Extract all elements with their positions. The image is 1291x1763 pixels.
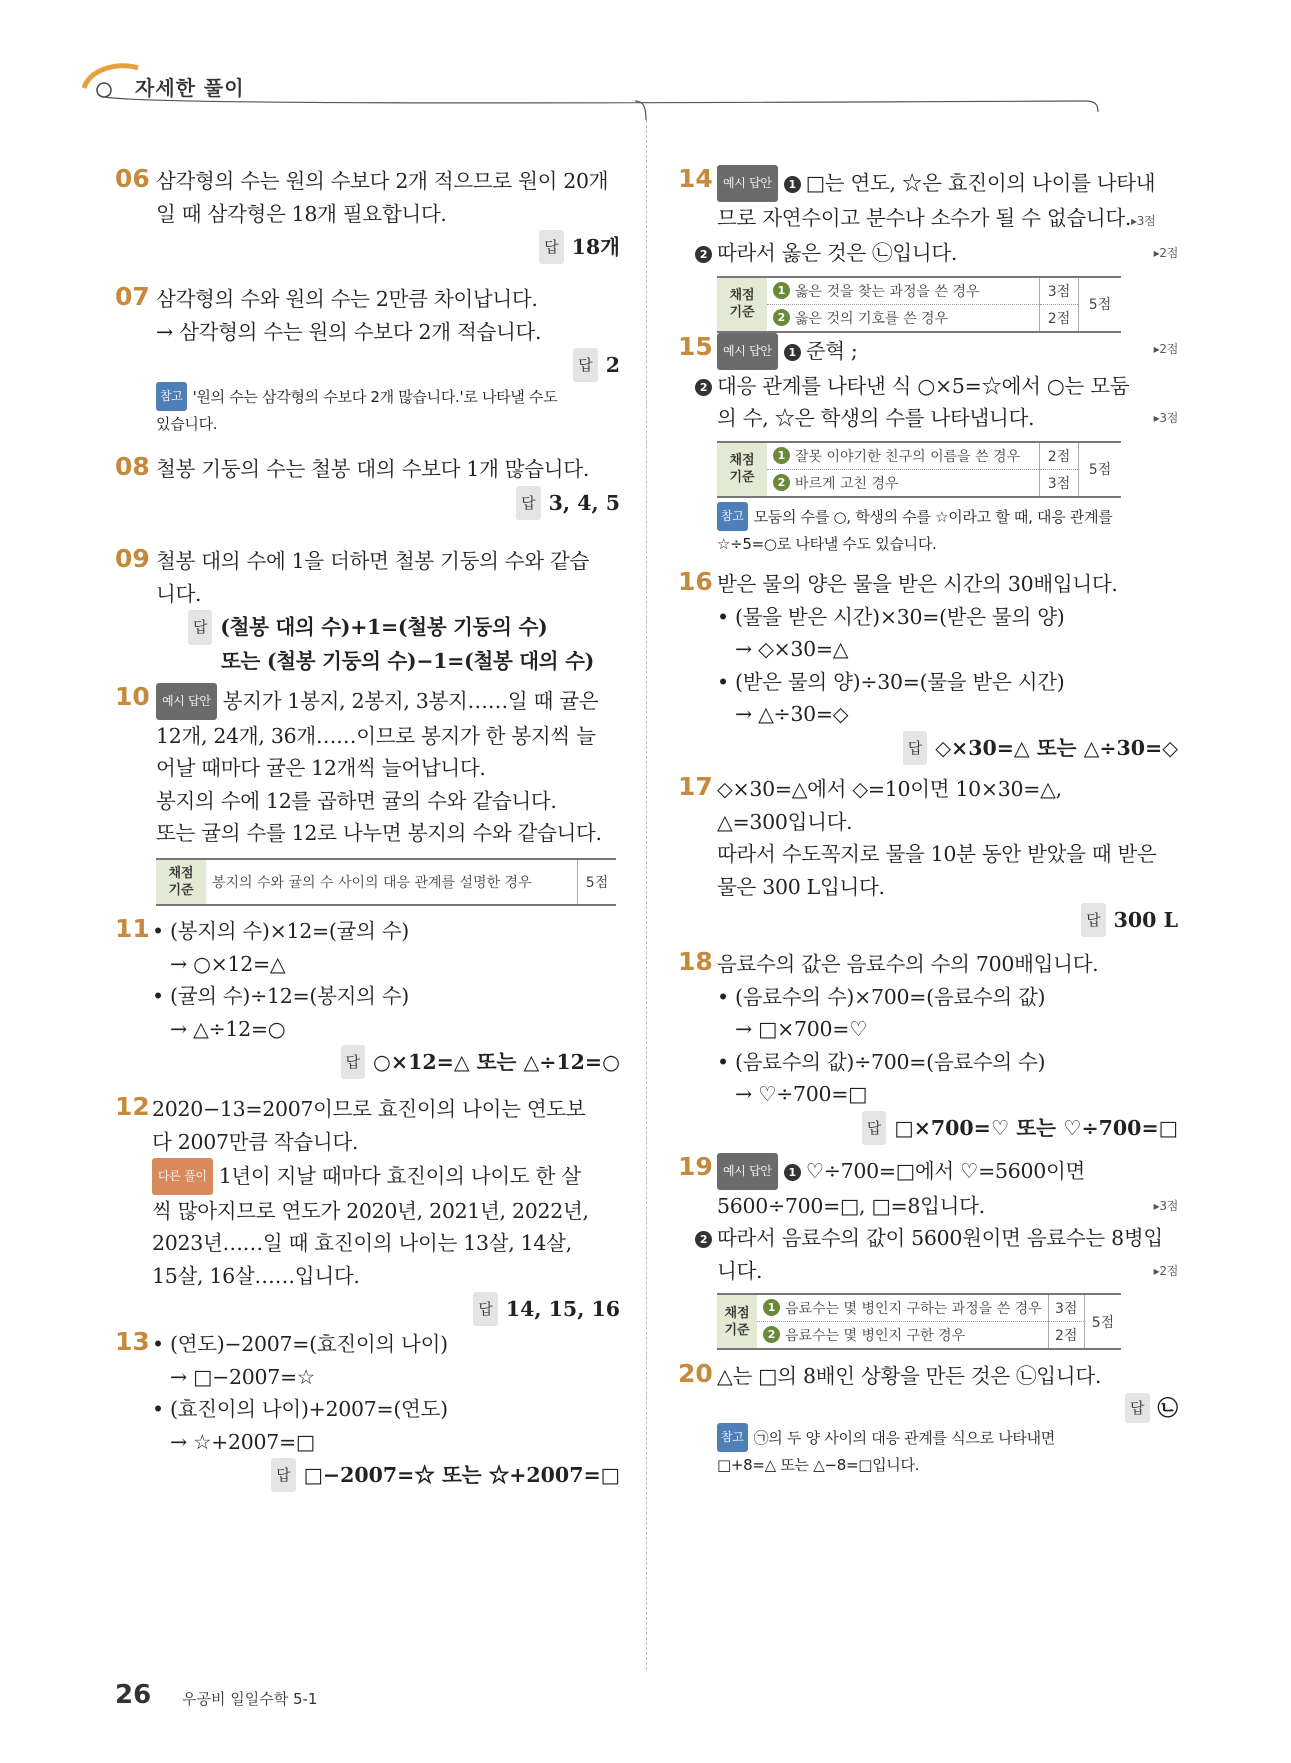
answer-label: 답	[1125, 1393, 1150, 1423]
answer-label: 답	[862, 1111, 887, 1145]
question-body	[717, 568, 1178, 765]
answer	[717, 731, 1178, 765]
answer-value: (철봉 대의 수)+1=(철봉 기둥의 수)	[220, 615, 548, 639]
answer	[152, 1292, 620, 1326]
text-line: • (받은 물의 양)÷30=(물을 받은 시간)	[717, 669, 1065, 694]
answer-value: □×700=♡ 또는 ♡÷700=□	[894, 1115, 1178, 1140]
question-body	[156, 683, 620, 906]
answer	[156, 486, 620, 520]
header-title: 자세한 풀이	[135, 76, 245, 100]
scoring-label	[717, 1294, 757, 1349]
step-2-icon: 2	[695, 1231, 712, 1248]
text-line: → ☆+2007=□	[170, 1429, 315, 1454]
page-number: 26	[115, 1680, 152, 1710]
label-text: 채점	[729, 288, 755, 303]
text: 따라서 옳은 것은 ㉡입니다.	[717, 241, 958, 265]
text: ♡÷700=□에서 ♡=5600이면	[805, 1159, 1085, 1183]
step-1-icon: 1	[763, 1299, 780, 1316]
answer-label: 답	[573, 348, 598, 382]
book-title: 우공비 일일수학 5-1	[182, 1690, 318, 1708]
text-line: • (효진이의 나이)+2007=(연도)	[152, 1397, 448, 1421]
step-1-icon: 1	[784, 1164, 801, 1181]
text: 옳은 것의 기호를 쓴 경우	[795, 310, 949, 327]
label-text: 채점	[168, 865, 194, 881]
note-text: ☆÷5=○로 나타낼 수도 있습니다.	[717, 534, 937, 553]
text-line	[156, 683, 620, 720]
text-line: 봉지의 수에 12를 곱하면 귤의 수와 같습니다.	[156, 788, 557, 813]
note-text: □+8=△ 또는 △−8=□입니다.	[717, 1455, 920, 1474]
label-text: 기준	[724, 1322, 750, 1338]
note	[717, 502, 1178, 531]
note-text: 있습니다.	[156, 415, 218, 433]
question-number: 17	[678, 772, 713, 801]
question-number: 16	[678, 567, 713, 596]
question-body	[156, 453, 620, 520]
text: 잘못 이야기한 친구의 이름을 쓴 경우	[795, 448, 1021, 465]
step-1-icon: 1	[773, 282, 790, 299]
text-line: • (물을 받은 시간)×30=(받은 물의 양)	[717, 604, 1065, 629]
text: 의 수, ☆은 학생의 수를 나타냅니다.	[717, 406, 1035, 430]
text-line: 니다.	[156, 581, 202, 606]
scoring-criterion	[757, 1322, 1048, 1350]
scoring-points: 3점	[1048, 1294, 1084, 1322]
text: 음료수는 몇 병인지 구한 경우	[785, 1328, 966, 1344]
example-tag: 예시 답안	[717, 1153, 778, 1190]
example-tag: 예시 답안	[156, 683, 217, 720]
answer-value: ◇×30=△ 또는 △÷30=◇	[935, 735, 1178, 760]
note-text: 모둠의 수를 ○, 학생의 수를 ☆이라고 할 때, 대응 관계를	[753, 507, 1113, 526]
text-line: → □−2007=☆	[170, 1364, 315, 1389]
text-line	[717, 202, 1178, 238]
answer-label: 답	[903, 731, 928, 765]
question-number: 06	[115, 164, 150, 193]
text-line: → △÷12=○	[170, 1016, 286, 1041]
text-line: • (봉지의 수)×12=(귤의 수)	[152, 919, 409, 943]
text-line: 15살, 16살……입니다.	[152, 1263, 360, 1288]
page-header	[80, 60, 1180, 120]
question-number: 12	[115, 1092, 150, 1121]
question-body	[152, 1093, 620, 1326]
text-line: → □×700=♡	[735, 1017, 868, 1041]
points: ▸3점	[1153, 1198, 1178, 1213]
header-decoration-icon	[80, 60, 1180, 120]
text-line: 2023년……일 때 효진이의 나이는 13살, 14살,	[152, 1231, 572, 1255]
answer-label: 답	[271, 1458, 296, 1492]
note-text: ㉠의 두 양 사이의 대응 관계를 식으로 나타내면	[753, 1428, 1055, 1447]
scoring-criterion	[767, 304, 1040, 332]
scoring-points: 2점	[1040, 442, 1079, 470]
answer-label: 답	[341, 1045, 366, 1079]
text-line: 삼각형의 수와 원의 수는 2만큼 차이납니다.	[156, 287, 538, 311]
step-2-icon: 2	[763, 1326, 780, 1343]
step-2-icon: 2	[695, 379, 712, 396]
answer-label: 답	[188, 610, 212, 645]
note-text: '원의 수는 삼각형의 수보다 2개 많습니다.'로 나타낼 수도	[192, 388, 558, 406]
text-line: • (연도)−2007=(효진이의 나이)	[152, 1332, 448, 1356]
step-2-icon: 2	[773, 474, 790, 491]
answer	[717, 1111, 1178, 1145]
text-line: 따라서 수도꼭지로 물을 10분 동안 받았을 때 받은	[717, 842, 1157, 866]
example-tag: 예시 답안	[717, 333, 778, 370]
text-line: 어날 때마다 귤은 12개씩 늘어납니다.	[156, 756, 486, 780]
text-line: 씩 많아지므로 연도가 2020년, 2021년, 2022년,	[152, 1198, 589, 1223]
step-2-icon: 2	[773, 309, 790, 326]
scoring-label	[717, 442, 767, 497]
label-text: 기준	[168, 882, 194, 898]
text: 1년이 지날 때마다 효진이의 나이도 한 살	[218, 1164, 581, 1188]
text-line: → ◇×30=△	[735, 637, 849, 661]
text: 5600÷700=□, □=8입니다.	[717, 1193, 985, 1218]
scoring-points: 2점	[1048, 1322, 1084, 1350]
text-line: → ○×12=△	[170, 951, 286, 976]
question-number: 19	[678, 1152, 713, 1181]
text-line: → △÷30=◇	[735, 702, 849, 726]
question-number: 14	[678, 164, 713, 193]
note	[717, 1423, 1178, 1452]
answer-value: 또는 (철봉 기둥의 수)−1=(철봉 대의 수)	[221, 648, 595, 673]
answer-value: □−2007=☆ 또는 ☆+2007=□	[303, 1463, 620, 1487]
text-line: ◇×30=△에서 ◇=10이면 10×30=△,	[717, 777, 1062, 801]
answer	[156, 348, 620, 382]
question-body	[717, 773, 1178, 937]
question-number: 08	[115, 452, 150, 481]
scoring-criterion	[757, 1294, 1048, 1322]
answer	[717, 1393, 1178, 1423]
text-line: 또는 귤의 수를 12로 나누면 봉지의 수와 같습니다.	[156, 821, 602, 845]
question-body	[717, 1360, 1178, 1479]
answer	[717, 903, 1178, 937]
text-line	[717, 1190, 1178, 1223]
scoring-criterion	[767, 469, 1040, 497]
answer-value: 300 L	[1113, 908, 1178, 932]
answer	[156, 610, 620, 645]
points: ▸3점	[1153, 411, 1178, 425]
text-line: 다 2007만큼 작습니다.	[152, 1129, 359, 1154]
text-line: 철봉 기둥의 수는 철봉 대의 수보다 1개 많습니다.	[156, 457, 590, 481]
text-line	[717, 1255, 1178, 1288]
scoring-label	[156, 859, 206, 905]
scoring-label	[717, 277, 767, 332]
text-line: 12개, 24개, 36개……이므로 봉지가 한 봉지씩 늘	[156, 723, 596, 748]
question-body	[156, 283, 620, 438]
answer-value: 2	[605, 353, 620, 377]
scoring-points: 3점	[1040, 469, 1079, 497]
text: 음료수는 몇 병인지 구하는 과정을 쓴 경우	[785, 1301, 1042, 1317]
text: 준혁 ;	[805, 339, 858, 363]
label-text: 채점	[724, 1305, 750, 1321]
column-divider	[646, 120, 647, 1670]
scoring-points: 3점	[1040, 277, 1079, 305]
question-number: 15	[678, 332, 713, 361]
text-line: 삼각형의 수는 원의 수보다 2개 적으므로 원이 20개	[156, 169, 609, 193]
scoring-total: 5점	[1079, 277, 1122, 332]
answer-label: 답	[516, 486, 541, 520]
answer-value: 14, 15, 16	[505, 1297, 620, 1321]
text-line	[695, 1222, 1178, 1255]
scoring-table	[717, 276, 1121, 333]
points: ▸2점	[1153, 246, 1178, 260]
question-number: 07	[115, 282, 150, 311]
answer-label: 답	[539, 230, 564, 264]
note-label: 참고	[156, 382, 187, 411]
scoring-criterion	[767, 277, 1040, 305]
text: 바르게 고친 경우	[795, 475, 899, 492]
answer-value: ㉡	[1157, 1395, 1178, 1420]
text-line: 받은 물의 양은 물을 받은 시간의 30배입니다.	[717, 572, 1118, 596]
scoring-criterion	[767, 442, 1040, 470]
question-number: 13	[115, 1327, 150, 1356]
text: 대응 관계를 나타낸 식 ○×5=☆에서 ○는 모둠	[717, 373, 1130, 398]
text-line: • (귤의 수)÷12=(봉지의 수)	[152, 984, 409, 1008]
text: 므로 자연수이고 분수나 소수가 될 수 없습니다.	[717, 205, 1132, 230]
scoring-total: 5점	[1079, 442, 1122, 497]
answer-label: 답	[473, 1292, 498, 1326]
answer-value: ○×12=△ 또는 △÷12=○	[373, 1050, 620, 1074]
scoring-total: 5점	[1084, 1294, 1121, 1349]
text-line	[717, 402, 1178, 435]
text-line: 2020−13=2007이므로 효진이의 나이는 연도보	[152, 1097, 586, 1121]
question-number: 18	[678, 947, 713, 976]
question-body	[156, 545, 620, 677]
scoring-points: 5점	[578, 859, 617, 905]
answer-value: 18개	[571, 235, 620, 259]
label-text: 기준	[729, 470, 755, 485]
note-label: 참고	[717, 502, 748, 531]
text-line: → 삼각형의 수는 원의 수보다 2개 적습니다.	[156, 319, 542, 344]
text-line: → ♡÷700=□	[735, 1082, 868, 1106]
text: 따라서 음료수의 값이 5600원이면 음료수는 8병입	[717, 1226, 1163, 1250]
scoring-table	[717, 441, 1121, 498]
text: 니다.	[717, 1258, 763, 1283]
scoring-points: 2점	[1040, 304, 1079, 332]
label-text: 채점	[729, 453, 755, 468]
step-1-icon: 1	[773, 447, 790, 464]
text: 봉지가 1봉지, 2봉지, 3봉지……일 때 귤은	[222, 689, 599, 713]
question-body	[699, 1153, 1178, 1350]
text-line	[717, 1153, 1178, 1190]
text-line	[717, 165, 1178, 202]
points: ▸2점	[1153, 1263, 1178, 1278]
question-number: 20	[678, 1359, 713, 1388]
question-body	[699, 333, 1178, 558]
answer	[152, 1045, 620, 1079]
example-tag: 예시 답안	[717, 165, 778, 202]
question-body	[156, 165, 620, 264]
text: 옳은 것을 찾는 과정을 쓴 경우	[795, 283, 980, 300]
scoring-table	[717, 1293, 1121, 1350]
text-line: 물은 300 L입니다.	[717, 874, 885, 899]
question-number: 11	[115, 914, 150, 943]
text-line: • (음료수의 값)÷700=(음료수의 수)	[717, 1049, 1046, 1074]
question-number: 10	[115, 682, 150, 711]
step-1-icon: 1	[784, 344, 801, 361]
text-line: △=300입니다.	[717, 809, 853, 834]
text-line: • (음료수의 수)×700=(음료수의 값)	[717, 984, 1046, 1009]
note-label: 참고	[717, 1423, 748, 1452]
scoring-criterion: 봉지의 수와 귤의 수 사이의 대응 관계를 설명한 경우	[212, 874, 532, 891]
note	[156, 382, 620, 411]
answer	[152, 1458, 620, 1492]
alt-solution-tag: 다른 풀이	[152, 1158, 213, 1195]
text-line	[717, 333, 1178, 370]
answer-label: 답	[1081, 903, 1106, 937]
text-line	[152, 1158, 620, 1195]
points: ▸2점	[1153, 342, 1178, 356]
question-body	[152, 915, 620, 1079]
points: ▸3점	[1131, 213, 1156, 228]
answer-value: 3, 4, 5	[548, 490, 620, 515]
step-1-icon: 1	[784, 176, 801, 193]
question-body	[699, 165, 1178, 333]
question-number: 09	[115, 544, 150, 573]
text-line	[695, 237, 1178, 270]
scoring-table	[156, 858, 616, 906]
answer	[156, 230, 620, 264]
text-line: 일 때 삼각형은 18개 필요합니다.	[156, 201, 447, 226]
question-body	[717, 948, 1178, 1145]
step-2-icon: 2	[695, 246, 712, 263]
label-text: 기준	[729, 305, 755, 320]
text: □는 연도, ☆은 효진이의 나이를 나타내	[805, 171, 1156, 195]
text-line: △는 □의 8배인 상황을 만든 것은 ㉡입니다.	[717, 1364, 1102, 1388]
question-body	[152, 1328, 620, 1492]
text-line: 음료수의 값은 음료수의 수의 700배입니다.	[717, 952, 1099, 976]
text-line: 철봉 대의 수에 1을 더하면 철봉 기둥의 수와 같습	[156, 549, 590, 573]
text-line	[695, 370, 1178, 403]
